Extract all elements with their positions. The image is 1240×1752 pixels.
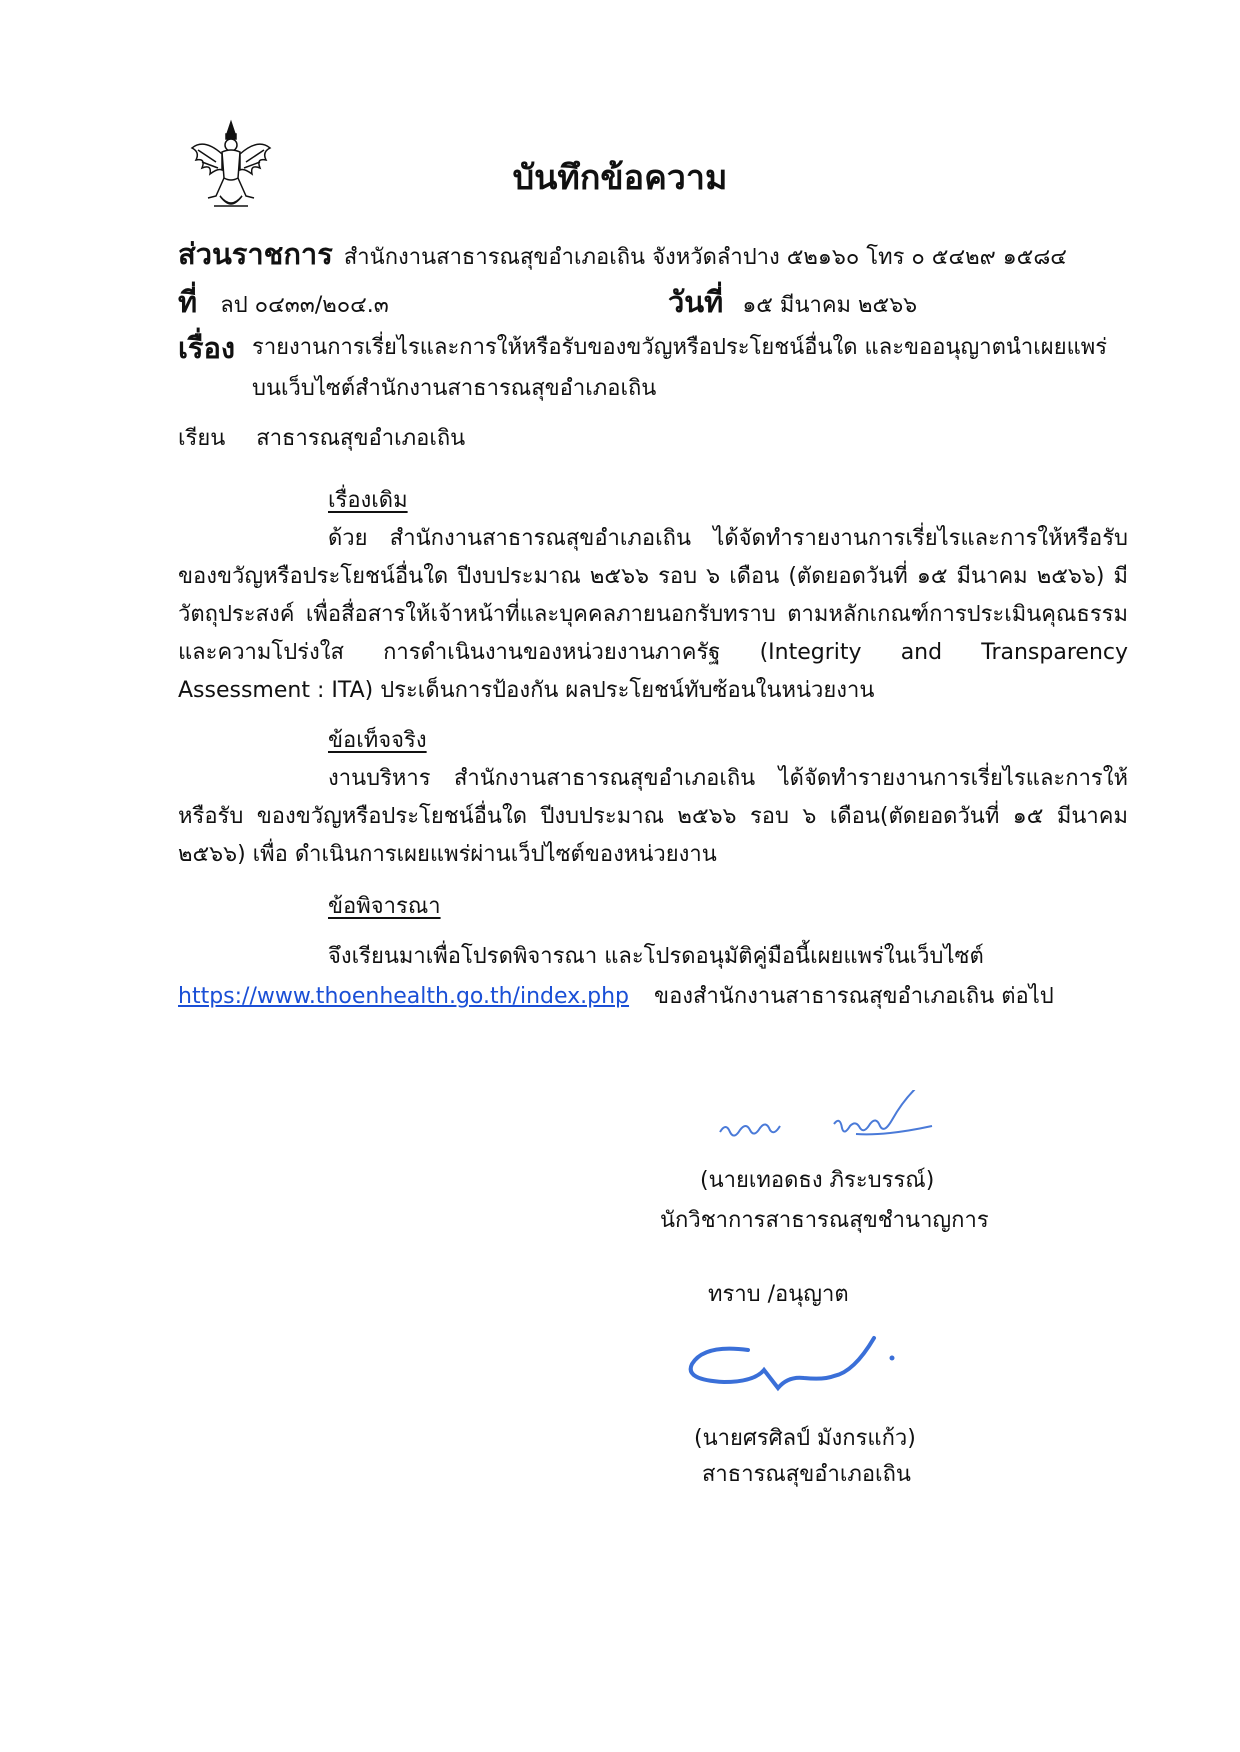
reference-row <box>178 284 389 321</box>
reference-value: ลป ๐๔๓๓/๒๐๔.๓ <box>220 293 389 318</box>
background-heading: เรื่องเดิม <box>328 488 408 513</box>
salutation-row <box>178 424 465 454</box>
approval-text: ทราบ /อนุญาต <box>708 1282 849 1307</box>
date-row <box>668 284 917 321</box>
facts-heading: ข้อเท็จจริง <box>328 728 427 753</box>
background-paragraph <box>178 520 1128 710</box>
subject-label: เรื่อง <box>178 331 236 365</box>
date-label: วันที่ <box>668 285 724 319</box>
background-text: ด้วย สำนักงานสาธารณสุขอำเภอเถิน ได้จัดทำรายงานการเรี่ยไรและการให้หรือรับของขวัญหรือประโยชน์อื่นใด ปีงบประมาณ ๒๕๖๖ รอบ ๖ เดือน (ตัดยอดวันที่ ๑๕ มีนาคม ๒๕๖๖) มีวัตถุประสงค์ เพื่อสื่อสารให้เจ้าหน้าที่และบุคคลภายนอกรับทราบ ตามหลักเกณฑ์การประเมินคุณธรรม และความโปร่งใส การดำเนินงานของหน่วยงานภาครัฐ (Integrity and Transparency Assessment : ITA) ประเด็นการป้องกัน ผลประโยชน์ทับซ้อนในหน่วยงาน <box>178 526 1128 703</box>
facts-text: งานบริหาร สำนักงานสาธารณสุขอำเภอเถิน ได้จัดทำรายงานการเรี่ยไรและการให้หรือรับ ของขวัญหรือประโยชน์อื่นใด ปีงบประมาณ ๒๕๖๖ รอบ ๖ เดือน(ตัดยอดวันที่ ๑๕ มีนาคม ๒๕๖๖) เพื่อ ดำเนินการเผยแพร่ผ่านเว็ปไซต์ของหน่วยงาน <box>178 766 1128 867</box>
website-link[interactable]: https://www.thoenhealth.go.th/index.php <box>178 984 630 1009</box>
facts-paragraph <box>178 760 1128 874</box>
signer-2-position: สาธารณสุขอำเภอเถิน <box>702 1462 911 1487</box>
agency-value: สำนักงานสาธารณสุขอำเภอเถิน จังหวัดลำปาง ๕๒๑๖๐ โทร ๐ ๕๔๒๙ ๑๕๘๔ <box>343 245 1067 270</box>
date-value: ๑๕ มีนาคม ๒๕๖๖ <box>742 293 918 318</box>
agency-row <box>178 236 1067 273</box>
agency-label: ส่วนราชการ <box>178 237 333 271</box>
signer-1-name: (นายเทอดธง ภิระบรรณ์) <box>700 1168 935 1193</box>
subject-row <box>178 330 235 366</box>
website-row <box>178 982 1054 1012</box>
consideration-heading: ข้อพิจารณา <box>328 894 441 919</box>
consideration-text: จึงเรียนมาเพื่อโปรดพิจารณา และโปรดอนุมัติคู่มือนี้เผยแพร่ในเว็บไซต์ <box>328 944 984 969</box>
salutation-label: เรียน <box>178 426 226 451</box>
signature-2-handwriting <box>684 1330 904 1410</box>
subject-line-1: รายงานการเรี่ยไรและการให้หรือรับของขวัญหรือประโยชน์อื่นใด และขออนุญาตนำเผยแพร่ <box>252 335 1108 360</box>
subject-line-2: บนเว็บไซต์สำนักงานสาธารณสุขอำเภอเถิน <box>252 376 657 401</box>
website-suffix: ของสำนักงานสาธารณสุขอำเภอเถิน ต่อไป <box>654 984 1054 1009</box>
signer-1-position: นักวิชาการสาธารณสุขชำนาญการ <box>660 1208 989 1233</box>
page-title: บันทึกข้อความ <box>512 158 728 198</box>
signer-2-name: (นายศรศิลป์ มังกรแก้ว) <box>694 1426 916 1451</box>
salutation-value: สาธารณสุขอำเภอเถิน <box>256 426 466 451</box>
reference-label: ที่ <box>178 285 198 319</box>
signature-1-handwriting <box>716 1090 956 1160</box>
